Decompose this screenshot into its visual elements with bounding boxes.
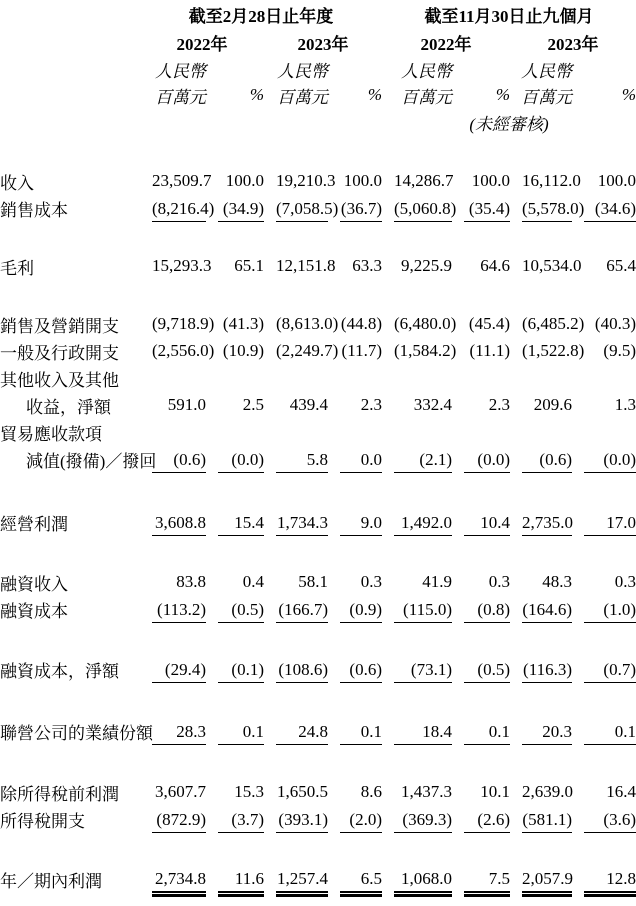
cell: (73.1) [382,656,452,683]
cell: 15,293.3 [152,256,212,275]
cell: (6,480.0) [394,314,457,333]
cell: 83.8 [176,572,206,591]
cell [206,419,264,446]
cell: 0.3 [488,572,510,591]
table-row [0,338,636,365]
unit-header: 百萬元 [401,87,452,107]
year-header-fy-2022: 2022年 [176,34,228,54]
spacer [0,745,636,779]
table-row [0,392,636,419]
header-spacer [0,0,140,28]
spacer [0,136,636,168]
cell: (115.0) [382,596,452,623]
cell: (2.0) [328,806,382,833]
cell: 10.4 [452,509,510,536]
cell: 23,509.7 [152,171,212,190]
header-spacer [0,82,140,108]
row-label: 融資收入 [0,575,68,594]
table-row [0,866,636,893]
table-row [0,446,636,473]
currency-header: 人民幣 [277,61,328,81]
cell: (2.6) [452,806,510,833]
table-row [0,311,636,338]
spacer [0,222,636,253]
cell: 0.3 [360,572,382,591]
cell: (6,485.2) [522,314,585,333]
cell: 10.1 [480,782,510,801]
cell [328,419,382,446]
cell: (113.2) [140,596,206,623]
unit-header: 百萬元 [155,87,206,107]
cell: (36.7) [328,195,382,222]
row-label: 融資成本 [0,602,68,621]
header-spacer [0,108,140,136]
cell: (40.3) [594,314,636,333]
row-label: 減值(撥備)／撥回 [26,452,157,471]
cell: 100.0 [225,171,264,190]
cell: 5.8 [264,446,328,473]
unit-header-row [0,82,636,108]
table-row [0,509,636,536]
cell: 0.1 [206,718,264,745]
cell: (29.4) [140,656,206,683]
cell: 7.5 [452,866,510,893]
cell: 0.4 [242,572,264,591]
cell: (45.4) [468,314,510,333]
cell: 65.4 [606,256,636,275]
currency-header: 人民幣 [401,61,452,81]
cell: (0.6) [510,446,572,473]
percent-header: % [249,85,264,104]
cell: 100.0 [597,171,636,190]
cell [206,365,264,392]
cell: 1,257.4 [264,866,328,893]
unaudited-note-row [0,108,636,136]
table-row [0,569,636,596]
cell: 1,492.0 [382,509,452,536]
cell: 0.0 [328,446,382,473]
cell: (1,522.8) [522,341,585,360]
row-label: 聯營公司的業績份額 [0,724,153,743]
cell: (35.4) [452,195,510,222]
row-label: 收入 [0,174,34,193]
cell: 100.0 [471,171,510,190]
year-header-9m-2023: 2023年 [547,34,599,54]
cell: (0.0) [206,446,264,473]
cell [140,365,206,392]
cell: 2.3 [488,395,510,414]
cell [452,419,510,446]
period-group-title-fy: 截至2月28日止年度 [188,6,334,26]
cell: 0.1 [572,718,636,745]
table-row [0,195,636,222]
cell: 1,650.5 [277,782,328,801]
cell: (10.9) [222,341,264,360]
percent-header: % [367,85,382,104]
year-header-fy-2023: 2023年 [297,34,349,54]
cell [510,365,572,392]
cell [572,419,636,446]
cell: 18.4 [382,718,452,745]
cell: (1,584.2) [394,341,457,360]
cell: (2,249.7) [276,341,339,360]
cell: 64.6 [480,256,510,275]
cell: 439.4 [289,395,328,414]
cell: 2,735.0 [510,509,572,536]
percent-header: % [621,85,636,104]
table-row [0,718,636,745]
cell: 2,734.8 [140,866,206,893]
cell: 0.1 [452,718,510,745]
year-header-row [0,28,636,56]
cell: 2,639.0 [522,782,573,801]
cell: (44.8) [340,314,382,333]
cell: 6.5 [328,866,382,893]
spacer [0,536,636,569]
cell: 28.3 [140,718,206,745]
row-label: 除所得稅前利潤 [0,785,119,804]
cell: (7,058.5) [264,195,328,222]
cell: (0.0) [452,446,510,473]
row-label: 年／期內利潤 [0,872,102,891]
cell: (581.1) [510,806,572,833]
currency-header: 人民幣 [155,61,206,81]
cell: (0.6) [328,656,382,683]
cell: (9,718.9) [152,314,215,333]
cell: 15.3 [234,782,264,801]
cell: 2,057.9 [510,866,572,893]
spacer [0,280,636,311]
cell [382,419,452,446]
cell: 12.8 [572,866,636,893]
cell: (0.7) [572,656,636,683]
row-label: 一般及行政開支 [0,344,119,363]
cell [572,365,636,392]
spacer [0,623,636,656]
cell [264,419,328,446]
row-label: 融資成本，淨額 [0,662,119,681]
cell: 3,608.8 [140,509,206,536]
cell: 8.6 [360,782,382,801]
currency-header: 人民幣 [521,61,572,81]
cell [328,365,382,392]
cell: (872.9) [140,806,206,833]
cell: (393.1) [264,806,328,833]
table-row [0,365,636,392]
cell: 209.6 [533,395,572,414]
table-row [0,656,636,683]
cell: 2.3 [360,395,382,414]
cell: 1,068.0 [382,866,452,893]
cell: (369.3) [382,806,452,833]
cell [140,419,206,446]
cell: (0.5) [452,656,510,683]
period-group-header-row [0,0,636,28]
unit-header: 百萬元 [277,87,328,107]
cell: 9,225.9 [401,256,452,275]
cell: (41.3) [222,314,264,333]
cell: 20.3 [510,718,572,745]
cell [264,365,328,392]
cell: 1.3 [614,395,636,414]
spacer [0,473,636,509]
row-label: 經營利潤 [0,515,68,534]
cell: 0.1 [328,718,382,745]
cell: (8,216.4) [140,195,206,222]
cell: (5,578.0) [510,195,572,222]
cell: 17.0 [572,509,636,536]
table-row [0,596,636,623]
cell: (116.3) [510,656,572,683]
table-row [0,253,636,280]
table-row [0,419,636,446]
currency-header-row [0,56,636,82]
cell: (9.5) [603,341,636,360]
cell [452,365,510,392]
cell: 19,210.3 [276,171,336,190]
unaudited-note: (未經審核) [469,114,549,134]
header-spacer [0,28,140,56]
cell: (5,060.8) [382,195,452,222]
cell: 3,607.7 [155,782,206,801]
cell: 48.3 [542,572,572,591]
year-header-9m-2022: 2022年 [420,34,472,54]
cell: (0.0) [572,446,636,473]
header-spacer [0,56,140,82]
cell: 591.0 [167,395,206,414]
cell: 1,437.3 [401,782,452,801]
cell: (8,613.0) [276,314,339,333]
row-label: 其他收入及其他 [0,371,119,390]
cell: (0.9) [328,596,382,623]
row-label: 所得稅開支 [0,812,85,831]
unit-header: 百萬元 [521,87,572,107]
row-label: 貿易應收款項 [0,425,102,444]
cell: 15.4 [206,509,264,536]
spacer [0,683,636,718]
row-label: 銷售成本 [0,201,68,220]
period-group-title-9m: 截至11月30日止九個月 [424,6,594,26]
cell: 14,286.7 [394,171,454,190]
table-row [0,168,636,195]
cell: 16,112.0 [522,171,581,190]
table-row [0,806,636,833]
cell: (34.6) [572,195,636,222]
cell: 100.0 [343,171,382,190]
table-row [0,779,636,806]
cell: 16.4 [606,782,636,801]
cell: 58.1 [298,572,328,591]
cell: 11.6 [206,866,264,893]
cell: 9.0 [328,509,382,536]
cell: (3.6) [572,806,636,833]
cell: (2,556.0) [152,341,215,360]
cell: 0.3 [614,572,636,591]
cell: 41.9 [422,572,452,591]
cell: (1.0) [572,596,636,623]
cell: 12,151.8 [276,256,336,275]
cell: (2.1) [382,446,452,473]
cell: (11.7) [341,341,382,360]
row-label: 收益，淨額 [26,398,111,417]
cell: 2.5 [242,395,264,414]
cell: (0.8) [452,596,510,623]
cell: 65.1 [234,256,264,275]
percent-header: % [495,85,510,104]
cell: 1,734.3 [264,509,328,536]
cell: (0.1) [206,656,264,683]
cell: (108.6) [264,656,328,683]
cell: 63.3 [352,256,382,275]
cell: (0.6) [140,446,206,473]
cell: 24.8 [264,718,328,745]
row-label: 毛利 [0,259,34,278]
cell: (3.7) [206,806,264,833]
cell: (34.9) [206,195,264,222]
spacer [0,833,636,866]
cell [382,365,452,392]
row-label: 銷售及營銷開支 [0,317,119,336]
cell: (11.1) [469,341,510,360]
cell: (0.5) [206,596,264,623]
cell: (166.7) [264,596,328,623]
cell: 10,534.0 [522,256,582,275]
cell: 332.4 [413,395,452,414]
cell: (164.6) [510,596,572,623]
cell [510,419,572,446]
